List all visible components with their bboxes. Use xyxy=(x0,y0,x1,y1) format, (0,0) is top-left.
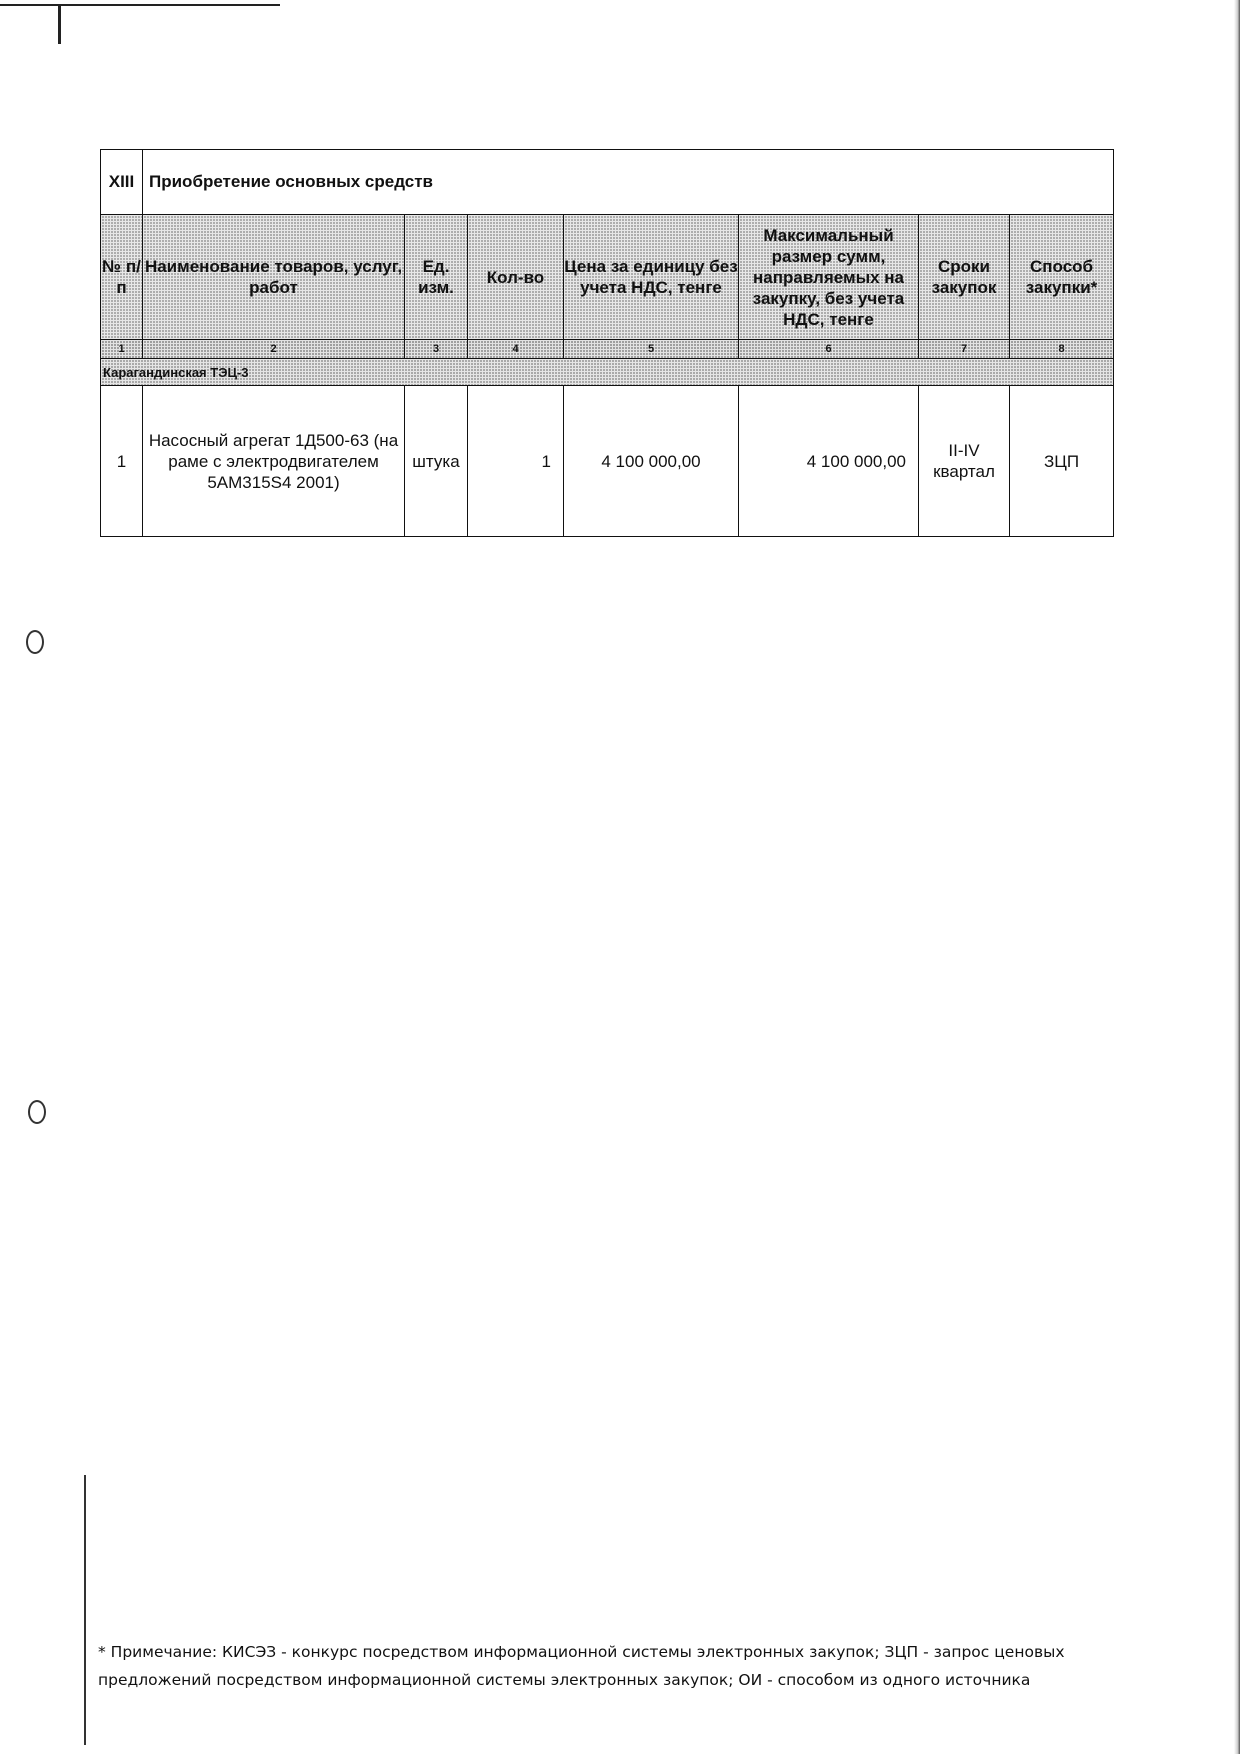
header-period: Сроки закупок xyxy=(919,215,1010,340)
column-number-row xyxy=(101,340,1114,359)
column-number: 7 xyxy=(919,340,1010,359)
section-title: Приобретение основных средств xyxy=(143,150,1114,215)
header-name: Наименование товаров, услуг, работ xyxy=(143,215,405,340)
header-num: № п/п xyxy=(101,215,143,340)
header-max-sum: Максимальный размер сумм, направляемых на закупку, без учета НДС, тенге xyxy=(739,215,919,340)
scan-artifact-stub xyxy=(58,4,61,44)
row-unit: штука xyxy=(405,386,468,537)
scan-artifact-margin-line xyxy=(84,1475,86,1745)
section-number: XIII xyxy=(101,150,143,215)
column-number: 6 xyxy=(739,340,919,359)
scan-artifact-right-edge xyxy=(1234,0,1240,1754)
footnote: * Примечание: КИСЭЗ - конкурс посредством информационной системы электронных закупок; ЗЦП - запрос ценовых предложений посредством информационной системы электронных закупок; ОИ - способом из одного источника xyxy=(98,1643,1065,1689)
row-qty: 1 xyxy=(468,386,564,537)
section-row xyxy=(101,150,1114,215)
column-number: 8 xyxy=(1010,340,1114,359)
row-num: 1 xyxy=(101,386,143,537)
header-qty: Кол-во xyxy=(468,215,564,340)
header-price: Цена за единицу без учета НДС, тенге xyxy=(564,215,739,340)
group-row xyxy=(101,359,1114,386)
row-max-sum: 4 100 000,00 xyxy=(739,386,919,537)
row-period: II-IV квартал xyxy=(919,386,1010,537)
table-row xyxy=(101,386,1114,537)
column-number: 4 xyxy=(468,340,564,359)
scan-artifact-top xyxy=(0,4,280,6)
column-number: 3 xyxy=(405,340,468,359)
group-label: Карагандинская ТЭЦ-3 xyxy=(101,359,1114,386)
procurement-table xyxy=(100,149,1114,537)
column-number: 1 xyxy=(101,340,143,359)
header-row xyxy=(101,215,1114,340)
row-price: 4 100 000,00 xyxy=(564,386,739,537)
row-method: ЗЦП xyxy=(1010,386,1114,537)
punch-hole-icon xyxy=(26,630,44,654)
row-name: Насосный агрегат 1Д500-63 (на раме с электродвигателем 5АМ315S4 2001) xyxy=(143,386,405,537)
punch-hole-icon xyxy=(28,1100,46,1124)
column-number: 5 xyxy=(564,340,739,359)
column-number: 2 xyxy=(143,340,405,359)
header-method: Способ закупки* xyxy=(1010,215,1114,340)
header-unit: Ед. изм. xyxy=(405,215,468,340)
